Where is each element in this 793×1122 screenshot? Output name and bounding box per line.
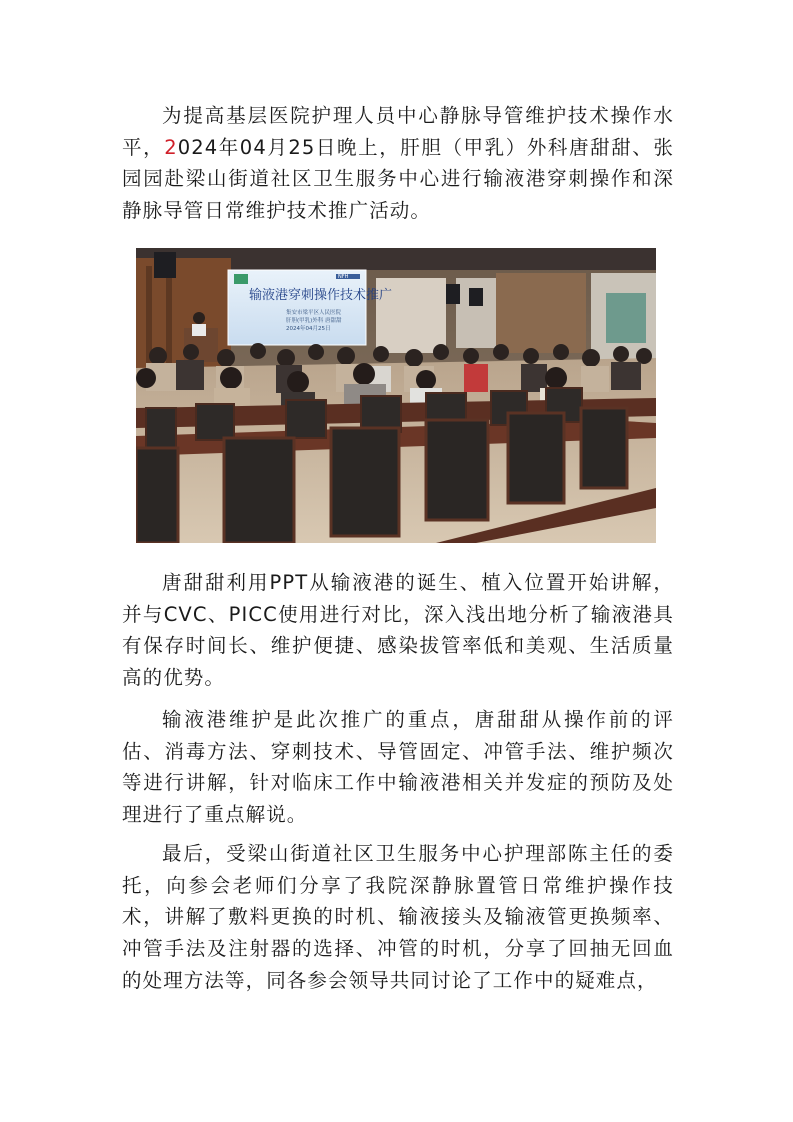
highlighted-digit: 2 (164, 135, 178, 159)
paragraph-maintenance: 输液港维护是此次推广的重点，唐甜甜从操作前的评估、消毒方法、穿刺技术、导管固定、冲管手法、维护频次等进行讲解，针对临床工作中输液港相关并发症的预防及处理进行了重点解说。 (122, 708, 674, 827)
svg-text:2024年04月25日: 2024年04月25日 (286, 326, 331, 332)
paragraph-ppt-intro: 唐甜甜利用PPT从输液港的诞生、植入位置开始讲解，并与CVC、PICC使用进行对比，深入浅出地分析了输液港具有保存时间长、维护便捷、感染拔管率低和美观、生活质量高的优势。 (122, 571, 674, 690)
svg-text:NFH: NFH (338, 274, 349, 280)
slide-title: 输液港穿刺操作技术推广 (249, 288, 393, 303)
paragraph-intro: 为提高基层医院护理人员中心静脉导管维护技术操作水平，2024年04月25日晚上，肝胆（甲乳）外科唐甜甜、张园园赴梁山街道社区卫生服务中心进行输液港穿刺操作和深静脉导管日常维护技术推广活动。 (122, 104, 674, 223)
svg-text:集安市梁平区人民医院: 集安市梁平区人民医院 (286, 310, 342, 316)
event-photo (136, 248, 656, 543)
paragraph-sharing: 最后，受梁山街道社区卫生服务中心护理部陈主任的委托，向参会老师们分享了我院深静脉置管日常维护操作技术，讲解了敷料更换的时机、输液接头及输液管更换频率、冲管手法及注射器的选择、冲管的时机，分享了回抽无回血的处理方法等，同各参会领导共同讨论了工作中的疑难点， (122, 842, 674, 992)
svg-text:肝胆(甲乳)外科 唐甜甜: 肝胆(甲乳)外科 唐甜甜 (286, 318, 342, 324)
